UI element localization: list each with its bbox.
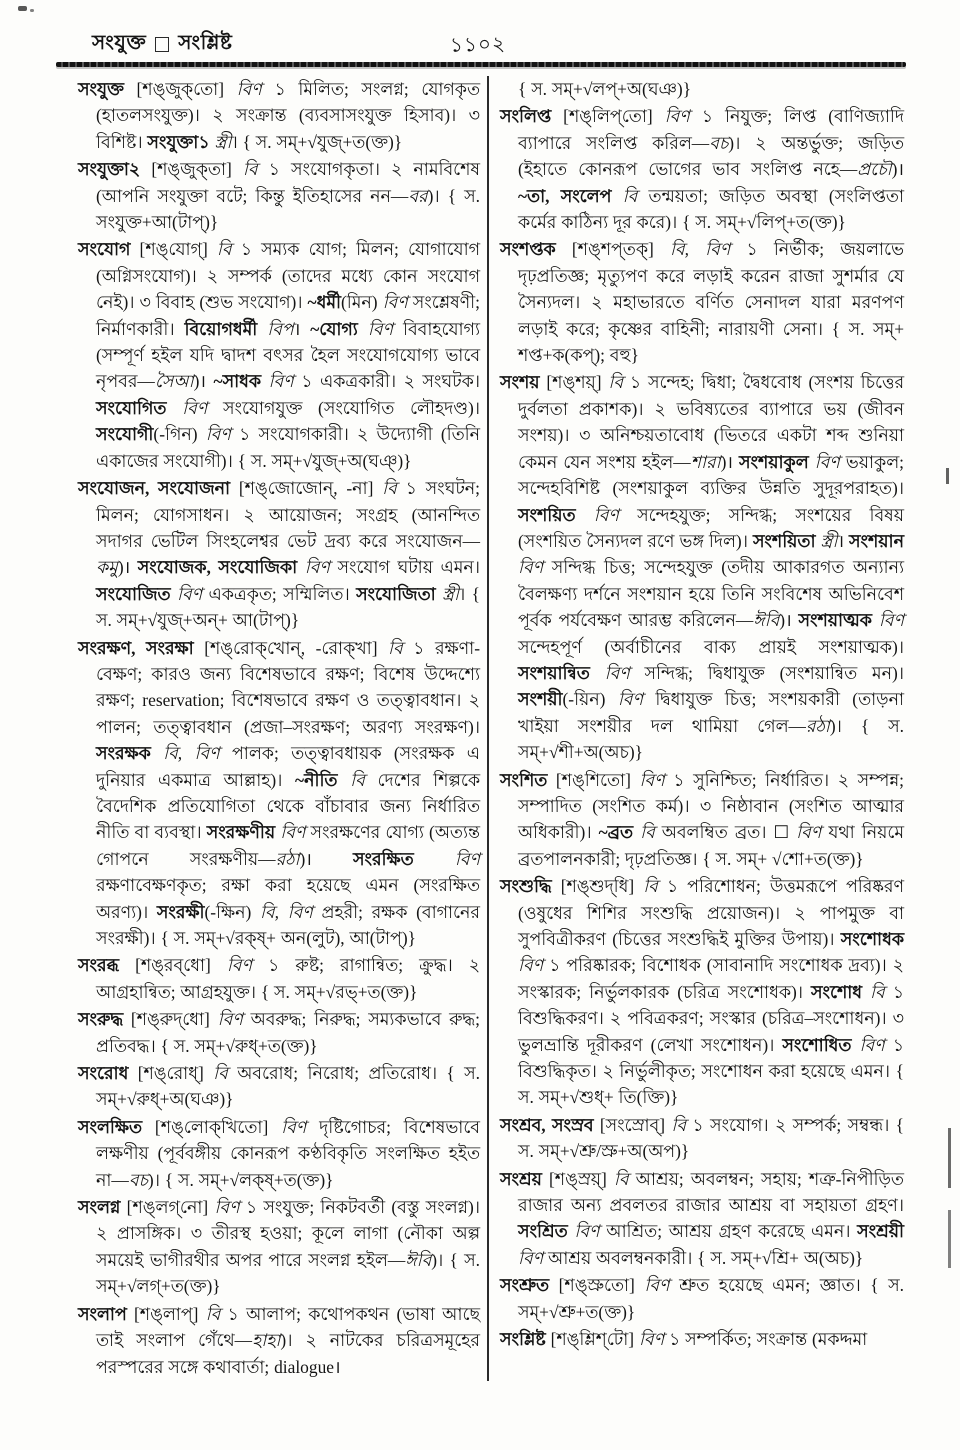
dictionary-entry: সংযোজন, সংযোজনা [শঙ্‌জোজোন্, -না] বি ১ সংঘটন; মিলন; যোগসাধন। ২ আয়োজন; সংগ্রহ (আনন্দিত সদাগর ভেটিল সিংহলেশ্বর ভেট দ্রব্য করে সংযোজন—কমু)। সংযোজক, সংযোজিকা বিণ সংযোগ ঘটায় এমন। সংযোজিত বিণ একত্রকৃত; সম্মিলিত। সংযোজিতা স্ত্রী। { স. সম্+√যুজ্+অন্+ আ(টাপ্)} xyxy=(78,478,481,631)
square-box-icon xyxy=(155,37,169,52)
dictionary-entry: সংরোধ [শঙ্‌রোধ্] বি অবরোধ; নিরোধ; প্রতিরোধ। { স. সম্+√রুধ্+অ(ঘঞ)} xyxy=(78,1063,481,1110)
guide-word-left: সংযুক্ত xyxy=(92,32,147,54)
dictionary-entry: সংশিত [শঙ্‌শিতো] বিণ ১ সুনিশ্চিত; নির্ধারিত। ২ সম্পন্ন; সম্পাদিত (সংশিত কর্ম)। ৩ নিষ্ঠাবান (সংশিত আত্মার অধিকারী)। ~ব্রত বি অবলম্বিত ব্রত। ☐ বিণ যথা নিয়মে ব্রতপালনকারী; দৃঢ়প্রতিজ্ঞ। { স. সম্+ √শো+ত(ক্ত)} xyxy=(500,769,904,869)
dictionary-entry: সংশ্রব, সংস্রব [সংস্রোব্] বি ১ সংযোগ। ২ সম্পর্ক; সম্বন্ধ। { স. সম্+√শ্রু/স্রু+অ(অপ)} xyxy=(500,1114,904,1162)
dictionary-entry: সংশ্রয় [শঙ্‌স্রয়্] বি আশ্রয়; অবলম্বন; সহায়; শত্রু-নিপীড়িত রাজার অন্য প্রবলতর রাজার আশ্রয় বা সহায়তা গ্রহণ। সংশ্রিত বিণ আশ্রিত; আশ্রয় গ্রহণ করেছে এমন। সংশ্রয়ী বিণ আশ্রয় অবলম্বনকারী। { স. সম্+√শ্রি+ অ(অচ)} xyxy=(500,1168,904,1268)
scan-edge-artifact xyxy=(946,468,949,484)
dictionary-entry: { স. সম্+√লপ্+অ(ঘঞ)} xyxy=(518,79,692,99)
left-column xyxy=(78,76,487,1381)
guide-words xyxy=(92,30,232,56)
dictionary-entry: সংলগ্ন [শঙ্‌লগ্‌নো] বিণ ১ সংযুক্ত; নিকটবর্তী (বস্তু সংলগ্ন)। ২ প্রাসঙ্গিক। ৩ তীরস্থ হওয়া; কূলে লাগা (নৌকা অল্প সময়েই ভাগীরথীর অপর পারে সংলগ্ন হইল—ঈবি)। { স. সম্+√লগ্+ত(ক্ত)} xyxy=(78,1197,480,1297)
right-column xyxy=(489,76,904,1381)
text-columns xyxy=(78,76,906,1381)
dictionary-entry: সংশুদ্ধি [শঙ্‌শুদ্‌ধি] বি ১ পরিশোধন; উত্তমরূপে পরিষ্করণ (ওষুধের শিশির সংশুদ্ধি প্রয়োজন)। ২ পাপমুক্ত বা সুপবিত্রীকরণ (চিত্তের সংশুদ্ধিই মুক্তির উপায়)। সংশোধক বিণ ১ পরিষ্কারক; বিশোধক (সাবানাদি সংশোধক দ্রব্য)। ২ সংস্কারক; নির্ভুলকারক (চরিত্র সংশোধক)। সংশোধ বি ১ বিশুদ্ধিকরণ। ২ পবিত্রকরণ; সংস্কার (চরিত্র–সংশোধন)। ৩ ভুলভ্রান্তি দূরীকরণ (লেখা সংশোধন)। সংশোধিত বিণ ১ বিশুদ্ধিকৃত। ২ নির্ভুলীকৃত; সংশোধন করা হয়েছে এমন। { স. সম্+√শুধ্+ তি(ক্তি)} xyxy=(500,876,904,1108)
dictionary-entry: সংশপ্তক [শঙ্‌শপ্‌তক্] বি, বিণ ১ নির্ভীক; জয়লাভে দৃঢ়প্রতিজ্ঞ; মৃত্যুপণ করে লড়াই করেন রাজা সুশর্মার যে সৈন্যদল। ২ মহাভারতে বর্ণিত সেনাদল যারা মরণপণ লড়াই করে; কৃষ্ণের বাহিনী; নারায়ণী সেনা। { স. সম্+ শপ্ত+ক(কপ্); বহু} xyxy=(500,239,904,366)
dictionary-entry: সংশয় [শঙ্‌শয়্] বি ১ সন্দেহ; দ্বিধা; দ্বৈধবোধ (সংশয় চিত্তের দুর্বলতা প্রকাশক)। ২ ভবিষ্যতের ব্যাপারে ভয় (জীবন সংশয়)। ৩ অনিশ্চয়তাবোধ (ভিতরে একটা শব্দ শুনিয়া কেমন যেন সংশয় হইল—শারা)। সংশয়াকুল বিণ ভয়াকুল; সন্দেহবিশিষ্ট (সংশয়াকুল ব্যক্তির উন্নতি সুদূরপরাহত)। সংশয়িত বিণ সন্দেহযুক্ত; সন্দিগ্ধ; সংশয়ের বিষয় (সংশয়িত সৈন্যদল রণে ভঙ্গ দিল)। সংশয়িতা স্ত্রী। সংশয়ান বিণ সন্দিগ্ধ চিত্ত; সন্দেহযুক্ত (তদীয় আকারগত অন্যান্য বৈলক্ষণ্য দর্শনে সংশয়ান হয়ে তিনি সংবিশেষ অভিনিবেশ পূর্বক পর্যবেক্ষণ আরম্ভ করিলেন—ঈবি)। সংশয়াত্মক বিণ সন্দেহপূর্ণ (অর্বাচীনের বাক্য প্রায়ই সংশয়াত্মক)। সংশয়ান্বিত বিণ সন্দিগ্ধ; দ্বিধাযুক্ত (সংশয়ান্বিত মন)। সংশয়ী(-য়িন) বিণ দ্বিধাযুক্ত চিত্ত; সংশয়কারী (তাড়না খাইয়া সংশয়ীর দল থামিয়া গেল—রঠা)। { স. সম্+√শী+অ(অচ)} xyxy=(500,372,905,763)
page-number: ১১০২ xyxy=(449,33,507,57)
scan-speck-artifact xyxy=(30,9,34,12)
dictionary-entry: সংলক্ষিত [শঙ্‌লোক্‌খিতো] বিণ দৃষ্টিগোচর; বিশেষভাবে লক্ষণীয় (পূর্ববঙ্গীয় কোনরূপ কণ্ঠবিকৃতি সংলক্ষিত হইত না—বচ)। { স. সম্+√লক্ষ্+ত(ক্ত)} xyxy=(78,1116,480,1190)
dictionary-entry: সংরক্ষণ, সংরক্ষা [শঙ্‌রোক্‌খোন্, -রোক্‌খা] বি ১ রক্ষণা-বেক্ষণ; কারও জন্য বিশেষভাবে রক্ষণ; বিশেষ উদ্দেশ্যে রক্ষণ; reservation; বিশেষভাবে রক্ষণ ও তত্ত্বাবধান। ২ পালন; তত্ত্বাবধান (প্রজা–সংরক্ষণ; অরণ্য সংরক্ষণ)। সংরক্ষক বি, বিণ পালক; তত্ত্বাবধায়ক (সংরক্ষক এ দুনিয়ার একমাত্র আল্লাহ)। ~নীতি বি দেশের শিল্পকে বৈদেশিক প্রতিযোগিতা থেকে বাঁচাবার জন্য নির্ধারিত নীতি বা ব্যবস্থা। সংরক্ষণীয় বিণ সংরক্ষণের যোগ্য (অত্যন্ত গোপনে সংরক্ষণীয়—রঠা)। সংরক্ষিত বিণ রক্ষণাবেক্ষণকৃত; রক্ষা করা হয়েছে এমন (সংরক্ষিত অরণ্য)। সংরক্ষী(-ক্ষিন) বি, বিণ প্রহরী; রক্ষক (বাগানের সংরক্ষী)। { স. সম্+√রক্ষ্+ অন(লুট), আ(টাপ্)} xyxy=(78,637,480,948)
page-header xyxy=(92,30,904,58)
dictionary-entry: সংযুক্তা২ [শঙ্‌জুক্‌তা] বি ১ সংযোগকৃতা। ২ নামবিশেষ (আপনি সংযুক্তা বটে; কিন্তু ইতিহাসের নন—বর)। { স. সংযুক্ত+আ(টাপ্)} xyxy=(78,159,481,233)
guide-word-right: সংশ্লিষ্ট xyxy=(178,32,233,54)
dictionary-entry: সংযোগ [শঙ্‌যোগ্] বি ১ সম্যক যোগ; মিলন; যোগাযোগ (অগ্নিসংযোগ)। ২ সম্পর্ক (তাদের মধ্যে কোন সংযোগ নেই)। ৩ বিবাহ (শুভ সংযোগ)। ~ধর্মী(মিন) বিণ সংশ্লেষণী; নির্মাণকারী। বিয়োগধর্মী বিপ। ~যোগ্য বিণ বিবাহযোগ্য (সম্পূর্ণ হইল যদি দ্বাদশ বৎসর হৈল সংযোগযোগ্য ভাবে নৃপবর—সৈআ)। ~সাধক বিণ ১ একত্রকারী। ২ সংঘটক। সংযোগিত বিণ সংযোগযুক্ত (সংযোগিত লৌহদণ্ড)। সংযোগী(-গিন) বিণ ১ সংযোগকারী। ২ উদ্যোগী (তিনি একাজের সংযোগী)। { স. সম্+√যুজ্+অ(ঘঞ্)} xyxy=(78,239,481,471)
dictionary-entry: সংশ্লিষ্ট [শঙ্‌শ্লিশ্‌টো] বিণ ১ সম্পর্কিত; সংক্রান্ত (মকদ্দমা xyxy=(500,1329,868,1350)
dictionary-entry: সংযুক্ত [শঙ্‌জুক্‌তো] বিণ ১ মিলিত; সংলগ্ন; যোগকৃত (হাতলসংযুক্ত)। ২ সংক্রান্ত (ব্যবসাসংযুক্ত হিসাব)। ৩ বিশিষ্ট। সংযুক্তা১ স্ত্রী। { স. সম্+√যুজ্+ত(ক্ত)} xyxy=(78,79,481,152)
dictionary-entry: সংরব্ধ [শঙ্‌রব্‌ধো] বিণ ১ রুষ্ট; রাগান্বিত; ক্রুদ্ধ। ২ আগ্রহান্বিত; আগ্রহযুক্ত। { স. সম্+√রভ্+ত(ক্ত)} xyxy=(78,955,481,1002)
scan-edge-artifact xyxy=(948,1128,951,1188)
dictionary-entry: সংলিপ্ত [শঙ্‌লিপ্‌তো] বিণ ১ নিযুক্ত; লিপ্ত (বাণিজ্যাদি ব্যাপারে সংলিপ্ত করিল—বচ)। ২ অন্তর্ভুক্ত; জড়িত (ইহাতে কোনরূপ ভোগের ভাব সংলিপ্ত নহে—প্রচৌ)। ~তা, সংলেপ বি তন্ময়তা; জড়িত অবস্থা (সংলিপ্ততা কর্মের কাঠিন্য দূর করে)। { স. সম্+√লিপ্+ত(ক্ত)} xyxy=(500,106,904,233)
scan-edge-artifact xyxy=(948,1210,951,1268)
dictionary-entry: সংলাপ [শঙ্‌লাপ্] বি ১ আলাপ; কথোপকথন (ভাষা আছে তাই সংলাপ গেঁথে—হাহা)। ২ নাটকের চরিত্রসমূহের পরস্পরের সঙ্গে কথাবার্তা; dialogue। xyxy=(78,1303,480,1377)
header-rule xyxy=(56,62,906,67)
scan-speck-artifact xyxy=(18,6,27,11)
dictionary-entry: সংরুদ্ধ [শঙ্‌রুদ্‌ধো] বিণ অবরুদ্ধ; নিরুদ্ধ; সম্যকভাবে রুদ্ধ; প্রতিবদ্ধ। { স. সম্+√রুধ্+ত(ক্ত)} xyxy=(78,1009,481,1056)
dictionary-entry: সংশ্রুত [শঙ্‌স্রুতো] বিণ শ্রুত হয়েছে এমন; জ্ঞাত। { স. সম্+√শ্রু+ত(ক্ত)} xyxy=(500,1275,904,1322)
